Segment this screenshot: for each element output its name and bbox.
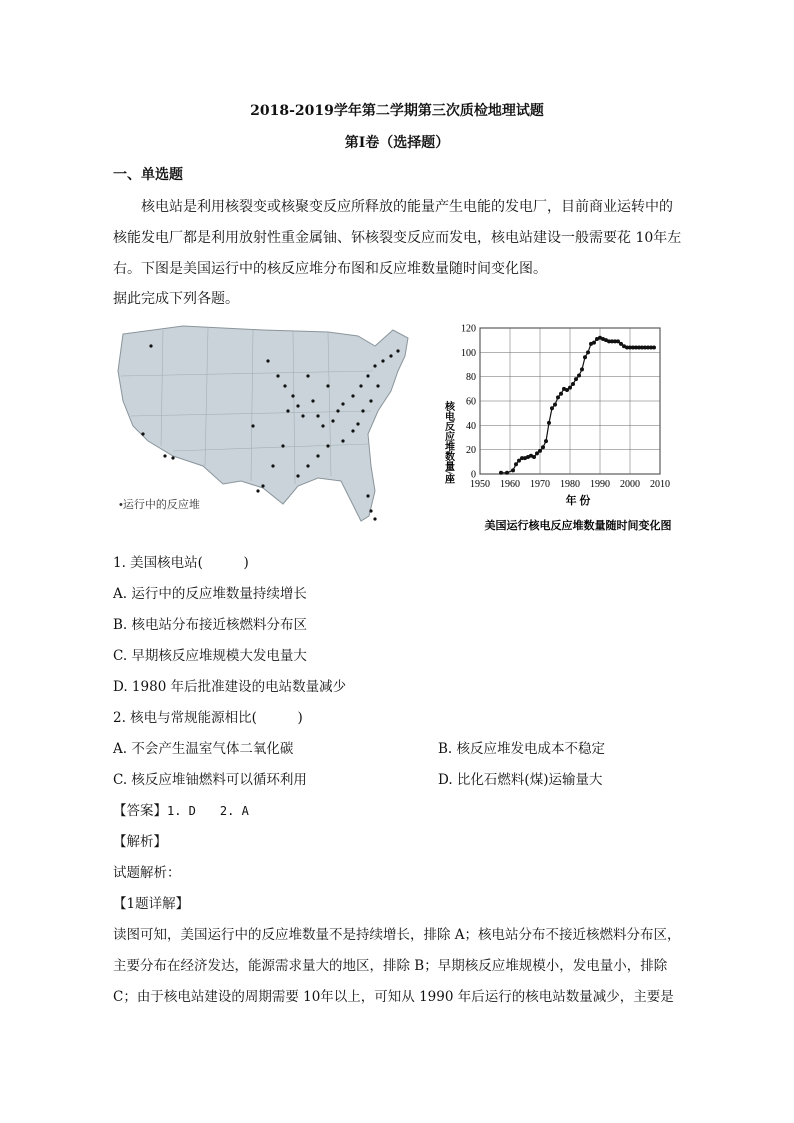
- data-point: [580, 367, 584, 371]
- chart-ylabel: 核电反应堆数量/座: [442, 401, 454, 484]
- data-point: [577, 373, 581, 377]
- series-line: [501, 338, 654, 473]
- q2-option-b: B. 核反应堆发电成本不稳定: [438, 741, 606, 757]
- y-tick-label: 60: [466, 396, 476, 408]
- answer-line: [113, 799, 249, 819]
- data-point: [568, 386, 572, 390]
- data-point: [592, 341, 596, 345]
- y-tick-label: 80: [466, 372, 476, 384]
- q1-option-b: B. 核电站分布接近核燃料分布区: [113, 617, 308, 633]
- q2-option-d: D. 比化石燃料(煤)运输量大: [438, 772, 603, 788]
- data-point: [511, 468, 515, 472]
- question-2: 2. 核电与常规能源相比( ): [113, 710, 303, 726]
- section-heading: 一、单选题: [113, 167, 183, 183]
- data-point: [544, 439, 548, 443]
- page-subtitle: 第Ⅰ卷（选择题）: [344, 135, 450, 151]
- x-tick-label: 1970: [530, 479, 550, 490]
- answer-text: 1. D 2. A: [167, 804, 249, 818]
- data-point: [556, 395, 560, 399]
- data-point: [586, 350, 590, 354]
- intro-line-4: 据此完成下列各题。: [113, 291, 239, 307]
- x-tick-label: 2000: [620, 479, 640, 490]
- data-point: [559, 392, 563, 396]
- data-point: [583, 355, 587, 359]
- answer-label: 【答案】: [113, 803, 167, 819]
- q2-option-a: A. 不会产生温室气体二氧化碳: [113, 741, 294, 757]
- analysis-label: 【解析】: [113, 834, 167, 850]
- data-point: [505, 471, 509, 475]
- intro-line-3: 右。下图是美国运行中的核反应堆分布图和反应堆数量随时间变化图。: [113, 261, 547, 277]
- reactor-chart: [440, 316, 690, 541]
- x-tick-label: 1960: [500, 479, 520, 490]
- question-1: 1. 美国核电站( ): [113, 555, 249, 571]
- y-tick-label: 40: [466, 420, 476, 432]
- map-legend: •运行中的反应堆: [119, 499, 200, 511]
- intro-line-1: 核电站是利用核裂变或核聚变反应所释放的能量产生电能的发电厂，目前商业运转中的: [141, 199, 673, 215]
- intro-line-2: 核能发电厂都是利用放射性重金属铀、钚核裂变反应而发电，核电站建设一般需要花 10年左: [113, 230, 682, 246]
- q2-option-c: C. 核反应堆铀燃料可以循环利用: [113, 772, 307, 788]
- x-tick-label: 1980: [560, 479, 580, 490]
- analysis-line-1: 读图可知，美国运行中的反应堆数量不是持续增长，排除 A；核电站分布不接近核燃料分布区，: [113, 927, 681, 943]
- chart-title: 美国运行核电反应堆数量随时间变化图: [484, 520, 672, 532]
- q1-option-a: A. 运行中的反应堆数量持续增长: [113, 586, 307, 602]
- data-point: [541, 445, 545, 449]
- data-point: [571, 382, 575, 386]
- detail-label: 【1题详解】: [113, 896, 190, 912]
- y-tick-label: 120: [461, 323, 476, 335]
- data-point: [499, 471, 503, 475]
- analysis-intro: 试题解析：: [113, 865, 181, 881]
- us-reactor-map: [113, 316, 418, 531]
- data-point: [550, 406, 554, 410]
- chart-grid: [480, 328, 660, 474]
- y-tick-label: 100: [461, 347, 476, 359]
- analysis-line-3: C；由于核电站建设的周期需要 10年以上，可知从 1990 年后运行的核电站数量减少，主要是: [113, 989, 674, 1005]
- chart-points: [499, 336, 656, 475]
- data-point: [532, 455, 536, 459]
- data-point: [553, 403, 557, 407]
- data-point: [574, 377, 578, 381]
- data-point: [514, 462, 518, 466]
- x-tick-label: 2010: [650, 479, 670, 490]
- data-point: [538, 449, 542, 453]
- x-tick-label: 1990: [590, 479, 610, 490]
- y-tick-label: 20: [466, 445, 476, 457]
- q1-option-d: D. 1980 年后批准建设的电站数量减少: [113, 679, 347, 695]
- data-point: [652, 345, 656, 349]
- page-title: 2018-2019学年第二学期第三次质检地理试题: [250, 103, 544, 119]
- y-tick-label: 0: [471, 469, 476, 481]
- q1-option-c: C. 早期核反应堆规模大发电量大: [113, 648, 307, 664]
- x-tick-label: 1950: [470, 479, 490, 490]
- data-point: [547, 421, 551, 425]
- analysis-line-2: 主要分布在经济发达，能源需求量大的地区，排除 B；早期核反应堆规模小，发电量小，排除: [113, 958, 668, 974]
- chart-xlabel: 年 份: [565, 495, 591, 507]
